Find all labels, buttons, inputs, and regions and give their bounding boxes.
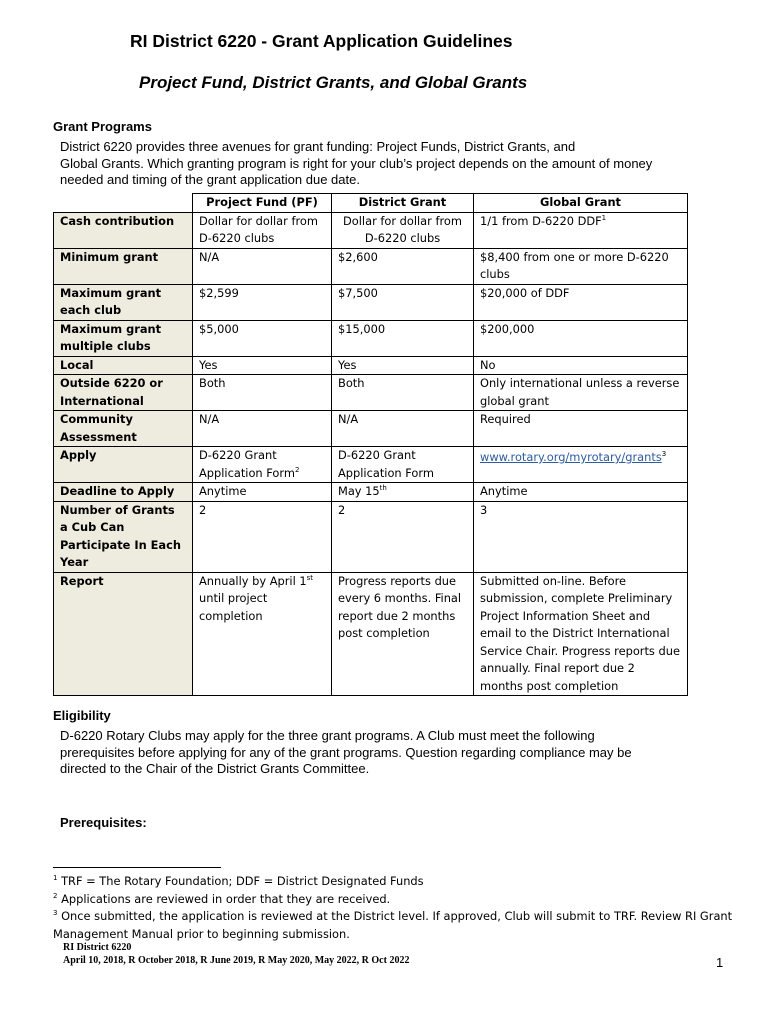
cell-dg-deadline-text: May 15 bbox=[338, 484, 380, 498]
footer-revision-dates: April 10, 2018, R October 2018, R June 2019, R May 2020, May 2022, R Oct 2022 bbox=[63, 955, 410, 966]
cell-dg-report: Progress reports due every 6 months. Final report due 2 months post completion bbox=[332, 572, 474, 696]
cell-dg-number: 2 bbox=[332, 501, 474, 572]
footnote-3-number: 3 bbox=[53, 909, 58, 918]
cell-pf-apply bbox=[193, 447, 332, 483]
header-global-grant: Global Grant bbox=[474, 194, 688, 213]
cell-pf-outside: Both bbox=[193, 375, 332, 411]
footnotes bbox=[53, 873, 743, 943]
table-row bbox=[54, 320, 688, 356]
cell-gg-cash bbox=[474, 212, 688, 248]
row-label-deadline: Deadline to Apply bbox=[54, 483, 193, 502]
footnote-3-text: Once submitted, the application is reviewed at the District level. If approved, Club will submit to TRF. Review RI Grant bbox=[57, 909, 733, 923]
grant-programs-line-2: Global Grants. Which granting program is right for your club’s project depends on the amount of money bbox=[60, 155, 653, 171]
footnote-2-text: Applications are reviewed in order that they are received. bbox=[57, 891, 391, 906]
cell-gg-community: Required bbox=[474, 411, 688, 447]
cell-pf-report bbox=[193, 572, 332, 696]
footnote-ref-2: 2 bbox=[294, 465, 300, 474]
cell-gg-max-multi: $200,000 bbox=[474, 320, 688, 356]
cell-gg-deadline: Anytime bbox=[474, 483, 688, 502]
row-label-report: Report bbox=[54, 572, 193, 696]
document-title: RI District 6220 - Grant Application Guidelines bbox=[130, 31, 513, 51]
footer-district: RI District 6220 bbox=[63, 942, 132, 953]
cell-pf-deadline: Anytime bbox=[193, 483, 332, 502]
cell-gg-min: $8,400 from one or more D-6220 clubs bbox=[474, 248, 688, 284]
eligibility-heading: Eligibility bbox=[53, 708, 111, 723]
cell-gg-cash-text: 1/1 from D-6220 DDF bbox=[480, 213, 602, 228]
cell-dg-apply: D-6220 Grant Application Form bbox=[332, 447, 474, 483]
cell-pf-community: N/A bbox=[193, 411, 332, 447]
document-subtitle: Project Fund, District Grants, and Global Grants bbox=[139, 73, 528, 92]
footnote-1-text: TRF = The Rotary Foundation; DDF = District Designated Funds bbox=[57, 874, 424, 888]
row-label-community: Community Assessment bbox=[54, 411, 193, 447]
header-district-grant: District Grant bbox=[332, 194, 474, 213]
row-label-cash: Cash contribution bbox=[54, 212, 193, 248]
footnote-3 bbox=[53, 908, 743, 926]
table-row bbox=[54, 501, 688, 572]
table-header-row bbox=[54, 194, 688, 213]
grant-programs-paragraph bbox=[60, 139, 750, 189]
cell-gg-local: No bbox=[474, 356, 688, 375]
cell-gg-outside: Only international unless a reverse global grant bbox=[474, 375, 688, 411]
cell-dg-min: $2,600 bbox=[332, 248, 474, 284]
table-row bbox=[54, 375, 688, 411]
table-corner-cell bbox=[54, 194, 193, 213]
cell-dg-local: Yes bbox=[332, 356, 474, 375]
table-row bbox=[54, 411, 688, 447]
cell-gg-max-each: $20,000 of DDF bbox=[474, 284, 688, 320]
footnote-1-number: 1 bbox=[53, 874, 58, 883]
cell-gg-report: Submitted on-line. Before submission, complete Preliminary Project Information Sheet and email to the District International Service Chair. Progress reports due annually. Final report due 2 months post completion bbox=[474, 572, 688, 696]
row-label-min: Minimum grant bbox=[54, 248, 193, 284]
row-label-outside: Outside 6220 or International bbox=[54, 375, 193, 411]
footnote-2-number: 2 bbox=[53, 891, 58, 900]
eligibility-line-1: D-6220 Rotary Clubs may apply for the three grant programs. A Club must meet the following bbox=[60, 728, 595, 743]
eligibility-paragraph bbox=[60, 728, 750, 778]
cell-pf-max-each: $2,599 bbox=[193, 284, 332, 320]
cell-dg-community: N/A bbox=[332, 411, 474, 447]
deadline-ordinal: th bbox=[379, 484, 387, 493]
footnote-ref-1: 1 bbox=[601, 213, 607, 222]
row-label-number: Number of Grants a Cub Can Participate In Each Year bbox=[54, 501, 193, 572]
table-row bbox=[54, 447, 688, 483]
cell-dg-max-each: $7,500 bbox=[332, 284, 474, 320]
cell-pf-number: 2 bbox=[193, 501, 332, 572]
report-ordinal: st bbox=[306, 573, 314, 582]
table-row bbox=[54, 483, 688, 502]
grant-programs-line-1: District 6220 provides three avenues for grant funding: Project Funds, District Grants, and bbox=[60, 139, 576, 154]
row-label-local: Local bbox=[54, 356, 193, 375]
cell-dg-outside: Both bbox=[332, 375, 474, 411]
cell-dg-cash: Dollar for dollar from D-6220 clubs bbox=[332, 212, 474, 248]
rotary-grants-link[interactable]: www.rotary.org/myrotary/grants bbox=[480, 450, 662, 464]
row-label-max-multi: Maximum grant multiple clubs bbox=[54, 320, 193, 356]
cell-pf-min: N/A bbox=[193, 248, 332, 284]
row-label-max-each: Maximum grant each club bbox=[54, 284, 193, 320]
table-row bbox=[54, 284, 688, 320]
cell-pf-cash: Dollar for dollar from D-6220 clubs bbox=[193, 212, 332, 248]
row-label-apply: Apply bbox=[54, 447, 193, 483]
cell-pf-max-multi: $5,000 bbox=[193, 320, 332, 356]
grant-programs-heading: Grant Programs bbox=[53, 119, 152, 134]
table-row bbox=[54, 212, 688, 248]
table-row bbox=[54, 356, 688, 375]
table-row bbox=[54, 248, 688, 284]
page-number: 1 bbox=[716, 955, 724, 970]
table-row bbox=[54, 572, 688, 696]
cell-pf-report-rest: until project completion bbox=[199, 591, 268, 623]
grant-comparison-table bbox=[53, 193, 688, 696]
grant-programs-line-3: needed and timing of the grant application due date. bbox=[60, 172, 360, 187]
footnote-2 bbox=[53, 891, 743, 909]
cell-pf-local: Yes bbox=[193, 356, 332, 375]
cell-gg-number: 3 bbox=[474, 501, 688, 572]
cell-pf-report-text: Annually by April 1 bbox=[199, 573, 307, 588]
prerequisites-heading: Prerequisites: bbox=[60, 815, 147, 830]
page-footer bbox=[63, 941, 409, 967]
cell-gg-apply bbox=[474, 447, 688, 483]
footnote-separator bbox=[53, 867, 221, 868]
cell-dg-max-multi: $15,000 bbox=[332, 320, 474, 356]
eligibility-line-2: prerequisites before applying for any of the grant programs. Question regarding compliance may be bbox=[60, 744, 632, 760]
footnote-3-continued: Management Manual prior to beginning submission. bbox=[53, 926, 350, 941]
cell-pf-apply-text: D-6220 Grant Application Form bbox=[199, 448, 295, 480]
footnote-ref-3: 3 bbox=[661, 450, 667, 459]
cell-dg-deadline bbox=[332, 483, 474, 502]
header-project-fund: Project Fund (PF) bbox=[193, 194, 332, 213]
eligibility-line-3: directed to the Chair of the District Grants Committee. bbox=[60, 761, 370, 776]
footnote-1 bbox=[53, 873, 743, 891]
